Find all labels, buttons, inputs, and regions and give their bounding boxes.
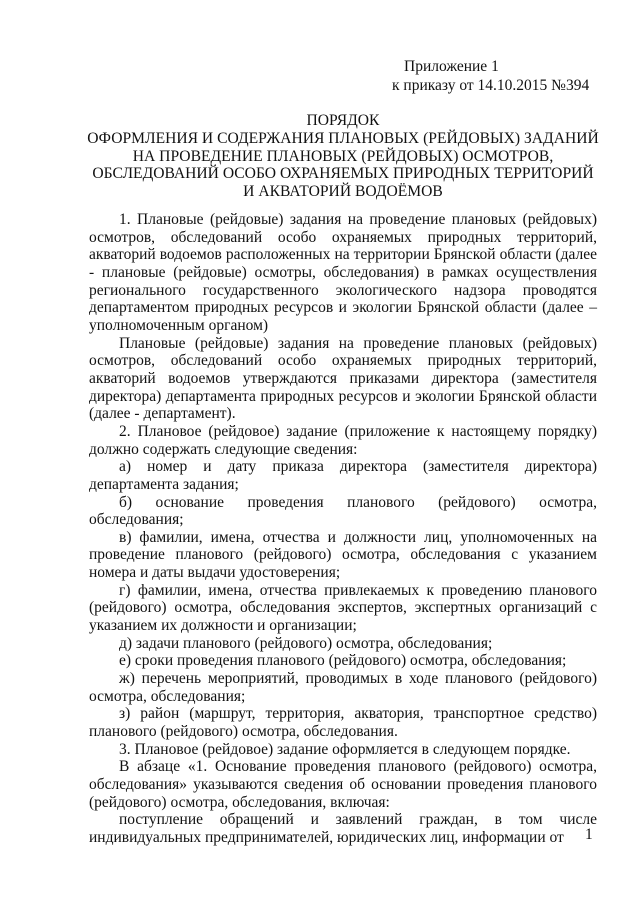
- list-item-v: в) фамилии, имена, отчества и должности лиц, уполномоченных на проведение планового (рейдового) осмотра, обследования с указанием номера и даты выдачи удостоверения;: [89, 528, 597, 582]
- paragraph-approval: Плановые (рейдовые) задания на проведение плановых (рейдовых) осмотров, обследований особо охраняемых природных территорий, акваторий водоемов утверждаются приказами директора (заместителя директора) департамента природных ресурсов и экологии Брянской области (далее - департамент).: [89, 334, 597, 423]
- paragraph-1: 1. Плановые (рейдовые) задания на проведение плановых (рейдовых) осмотров, обследований особо охраняемых природных территорий, акваторий водоемов расположенных на территории Брянской области (далее - плановые (рейдовые) осмотры, обследования) в рамках осуществления регионального государственного экологического надзора проводятся департаментом природных ресурсов и экологии Брянской области (далее – уполномоченным органом): [89, 211, 597, 334]
- paragraph-basis: В абзаце «1. Основание проведения планового (рейдового) осмотра, обследования» указываются сведения об основании проведения планового (рейдового) осмотра, обследования, включая:: [89, 758, 597, 811]
- title-line: ОФОРМЛЕНИЯ И СОДЕРЖАНИЯ ПЛАНОВЫХ (РЕЙДОВЫХ) ЗАДАНИЙ: [87, 129, 599, 147]
- appendix-reference: [392, 57, 612, 95]
- list-item-g: г) фамилии, имена, отчества привлекаемых к проведению планового (рейдового) осмотра, обследования экспертов, экспертных организаций с указанием их должности и организации;: [89, 581, 597, 635]
- title-line: ПОРЯДОК: [306, 112, 380, 129]
- list-item-z: з) район (маршрут, территория, акватория, транспортное средство) планового (рейдового) осмотра, обследования.: [89, 705, 597, 741]
- list-item-b: б) основание проведения планового (рейдового) осмотра, обследования;: [89, 493, 597, 529]
- appendix-order-reference: к приказу от 14.10.2015 №394: [392, 77, 590, 94]
- paragraph-appeals: поступление обращений и заявлений граждан, в том числе индивидуальных предпринимателей, юридических лиц, информации от: [89, 811, 597, 846]
- paragraph-2: 2. Плановое (рейдовое) задание (приложение к настоящему порядку) должно содержать следующие сведения:: [89, 422, 597, 458]
- title-line: И АКВАТОРИЙ ВОДОЁМОВ: [243, 183, 443, 201]
- page-number: 1: [585, 826, 593, 843]
- list-item-d: д) задачи планового (рейдового) осмотра, обследования;: [119, 634, 493, 652]
- appendix-title: Приложение 1: [404, 58, 499, 75]
- paragraph-3: 3. Плановое (рейдовое) задание оформляется в следующем порядке.: [119, 740, 571, 758]
- list-item-e: е) сроки проведения планового (рейдового) осмотра, обследования;: [119, 652, 567, 670]
- title-line: НА ПРОВЕДЕНИЕ ПЛАНОВЫХ (РЕЙДОВЫХ) ОСМОТРОВ,: [132, 147, 554, 165]
- document-title: [78, 112, 608, 201]
- list-item-a: а) номер и дату приказа директора (заместителя директора) департамента задания;: [89, 458, 597, 493]
- list-item-zh: ж) перечень мероприятий, проводимых в ходе планового (рейдового) осмотра, обследования;: [89, 670, 597, 705]
- title-line: ОБСЛЕДОВАНИЙ ОСОБО ОХРАНЯЕМЫХ ПРИРОДНЫХ ТЕРРИТОРИЙ: [92, 165, 594, 183]
- document-body: [89, 211, 597, 847]
